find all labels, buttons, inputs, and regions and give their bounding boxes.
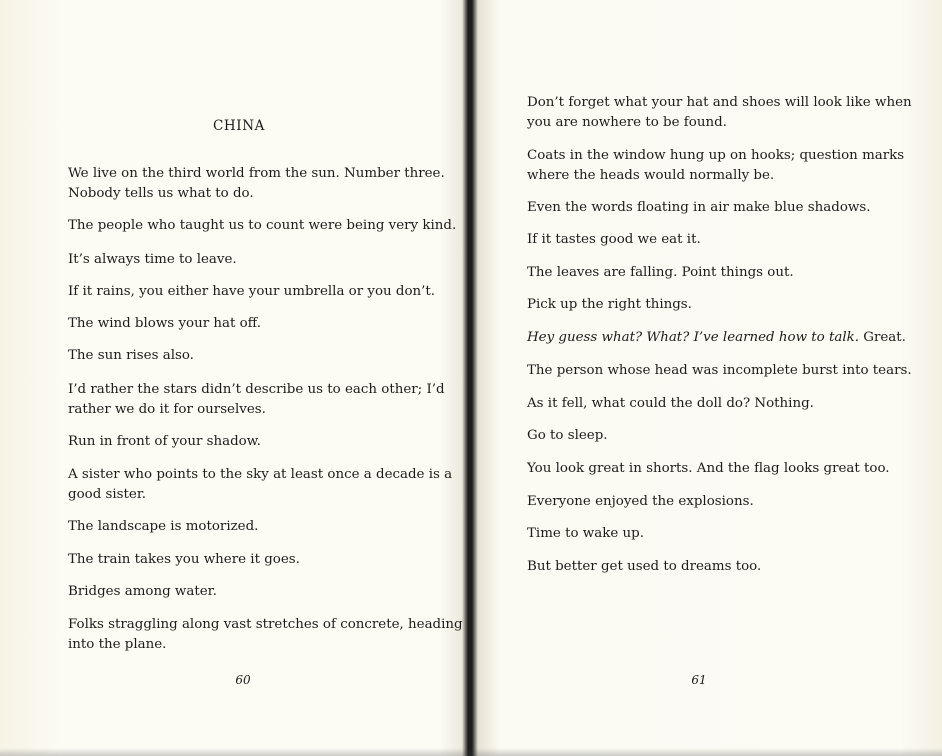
poem-line: But better get used to dreams too. — [527, 559, 762, 574]
italic-dialogue: Hey guess what? What? I’ve learned how to talk. — [527, 330, 860, 345]
page-number: 61 — [691, 673, 707, 687]
poem-line: A sister who points to the sky at least once a decade is a — [68, 467, 453, 482]
poem-line: It’s always time to leave. — [68, 252, 237, 267]
poem-line: Nobody tells us what to do. — [68, 186, 254, 201]
poem-line — [527, 328, 906, 348]
poem-line: rather we do it for ourselves. — [68, 402, 266, 417]
poem-line: The wind blows your hat off. — [68, 316, 261, 331]
page-bottom-shadow — [0, 748, 942, 756]
poem-line: Time to wake up. — [527, 526, 644, 541]
page-number: 60 — [235, 673, 251, 687]
poem-line: Go to sleep. — [527, 428, 608, 443]
poem-line: We live on the third world from the sun. Number three. — [68, 166, 445, 181]
poem-line: The sun rises also. — [68, 348, 194, 363]
poem-line: The leaves are falling. Point things out. — [527, 265, 794, 280]
poem-line: If it tastes good we eat it. — [527, 232, 701, 247]
poem-line: Coats in the window hung up on hooks; question marks — [527, 148, 905, 163]
poem-line: If it rains, you either have your umbrella or you don’t. — [68, 284, 436, 299]
poem-line: As it fell, what could the doll do? Nothing. — [527, 396, 814, 411]
poem-line: into the plane. — [68, 637, 167, 652]
poem-line: good sister. — [68, 487, 147, 502]
poem-line: I’d rather the stars didn’t describe us to each other; I’d — [68, 382, 445, 397]
poem-line: The train takes you where it goes. — [68, 552, 300, 567]
poem-line: Folks straggling along vast stretches of concrete, heading — [68, 617, 463, 632]
poem-line: Pick up the right things. — [527, 297, 692, 312]
poem-line: you are nowhere to be found. — [527, 115, 727, 130]
dialogue-reply: Great. — [863, 330, 906, 345]
poem-line: The people who taught us to count were being very kind. — [68, 218, 457, 233]
poem-title: CHINA — [213, 118, 265, 134]
poem-line: Everyone enjoyed the explosions. — [527, 494, 754, 509]
poem-line: Run in front of your shadow. — [68, 434, 261, 449]
poem-line: where the heads would normally be. — [527, 168, 775, 183]
poem-line: Even the words floating in air make blue shadows. — [527, 200, 871, 215]
poem-line: Don’t forget what your hat and shoes will look like when — [527, 95, 912, 110]
poem-line: The person whose head was incomplete burst into tears. — [527, 363, 912, 378]
poem-line: Bridges among water. — [68, 584, 217, 599]
poem-line: You look great in shorts. And the flag looks great too. — [527, 461, 890, 476]
poem-line: The landscape is motorized. — [68, 519, 259, 534]
